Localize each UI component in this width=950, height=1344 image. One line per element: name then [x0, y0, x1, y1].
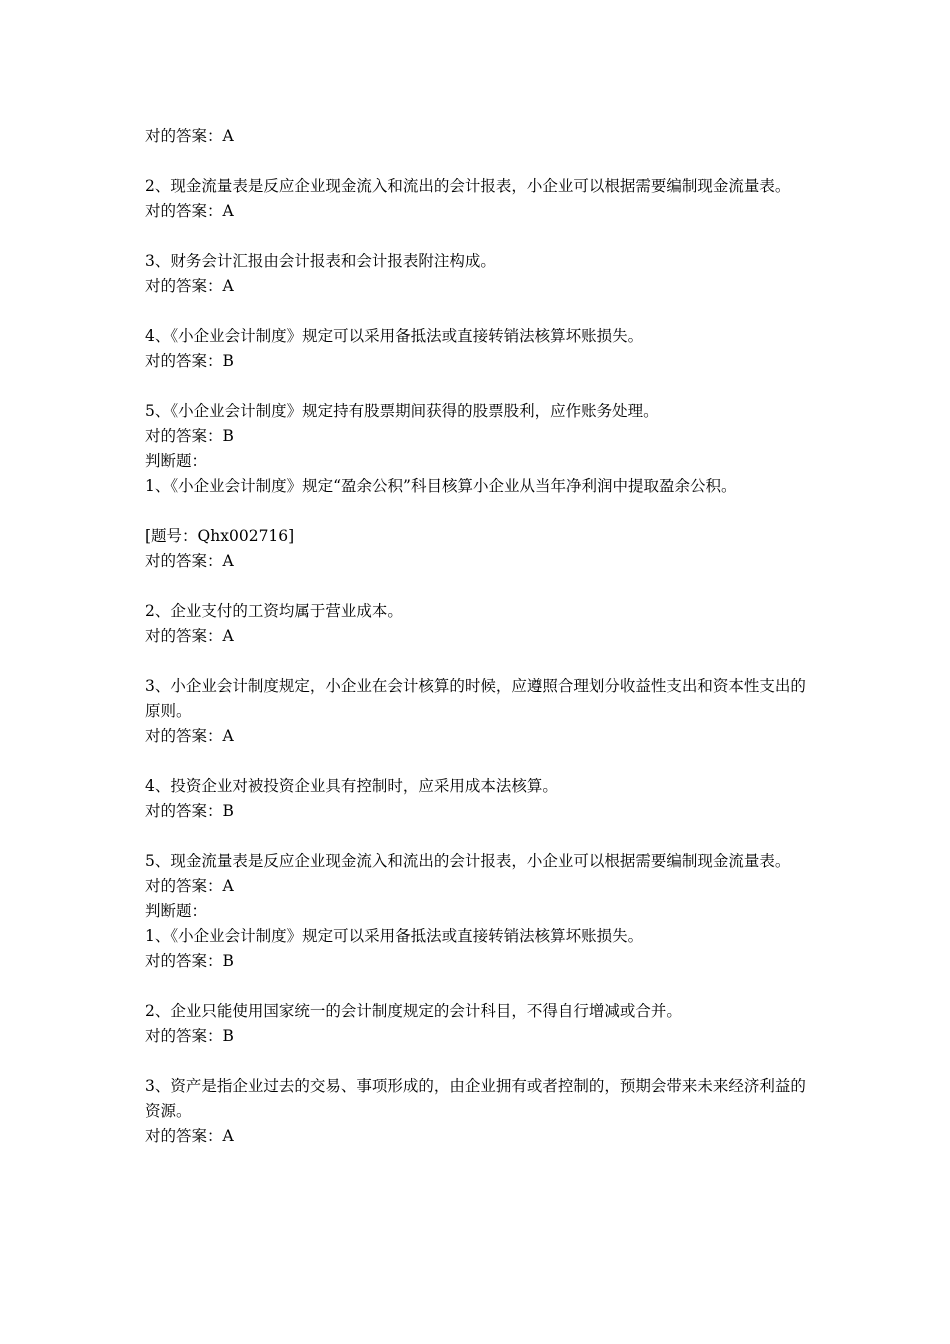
- answer-line: 对的答案：B: [145, 952, 234, 970]
- question-text: 3、资产是指企业过去的交易、事项形成的，由企业拥有或者控制的，预期会带来未来经济利益的资源。: [145, 1077, 806, 1120]
- section-heading: 判断题：: [145, 902, 208, 920]
- section-heading: 判断题：: [145, 452, 208, 470]
- blank-line: [145, 649, 810, 674]
- blank-line: [145, 224, 810, 249]
- answer-line: 对的答案：B: [145, 352, 234, 370]
- answer-line: 对的答案：A: [145, 1127, 234, 1145]
- question-text: 5、现金流量表是反应企业现金流入和流出的会计报表，小企业可以根据需要编制现金流量表。: [145, 852, 791, 870]
- question-text: 5、《小企业会计制度》规定持有股票期间获得的股票股利，应作账务处理。: [145, 402, 659, 420]
- answer-line: 对的答案：A: [145, 552, 234, 570]
- answer-line: 对的答案：B: [145, 1027, 234, 1045]
- question-text: 3、小企业会计制度规定，小企业在会计核算的时候，应遵照合理划分收益性支出和资本性支出的原则。: [145, 677, 806, 720]
- document-body: [145, 124, 810, 1149]
- answer-line: 对的答案：A: [145, 277, 234, 295]
- answer-line: 对的答案：B: [145, 802, 234, 820]
- answer-line: 对的答案：B: [145, 427, 234, 445]
- question-id: [题号：Qhx002716]: [145, 527, 295, 545]
- blank-line: [145, 299, 810, 324]
- blank-line: [145, 149, 810, 174]
- blank-line: [145, 374, 810, 399]
- question-text: 1、《小企业会计制度》规定“盈余公积”科目核算小企业从当年净利润中提取盈余公积。: [145, 477, 737, 495]
- question-text: 2、企业支付的工资均属于营业成本。: [145, 602, 403, 620]
- blank-line: [145, 1049, 810, 1074]
- question-text: 2、企业只能使用国家统一的会计制度规定的会计科目，不得自行增减或合并。: [145, 1002, 682, 1020]
- answer-line: 对的答案：A: [145, 877, 234, 895]
- answer-line: 对的答案：A: [145, 727, 234, 745]
- answer-line: 对的答案：A: [145, 202, 234, 220]
- question-text: 4、投资企业对被投资企业具有控制时，应采用成本法核算。: [145, 777, 558, 795]
- question-text: 4、《小企业会计制度》规定可以采用备抵法或直接转销法核算坏账损失。: [145, 327, 644, 345]
- answer-line: 对的答案：A: [145, 127, 234, 145]
- blank-line: [145, 574, 810, 599]
- question-text: 3、财务会计汇报由会计报表和会计报表附注构成。: [145, 252, 496, 270]
- blank-line: [145, 974, 810, 999]
- blank-line: [145, 499, 810, 524]
- blank-line: [145, 824, 810, 849]
- question-text: 1、《小企业会计制度》规定可以采用备抵法或直接转销法核算坏账损失。: [145, 927, 644, 945]
- answer-line: 对的答案：A: [145, 627, 234, 645]
- blank-line: [145, 749, 810, 774]
- question-text: 2、现金流量表是反应企业现金流入和流出的会计报表，小企业可以根据需要编制现金流量表。: [145, 177, 791, 195]
